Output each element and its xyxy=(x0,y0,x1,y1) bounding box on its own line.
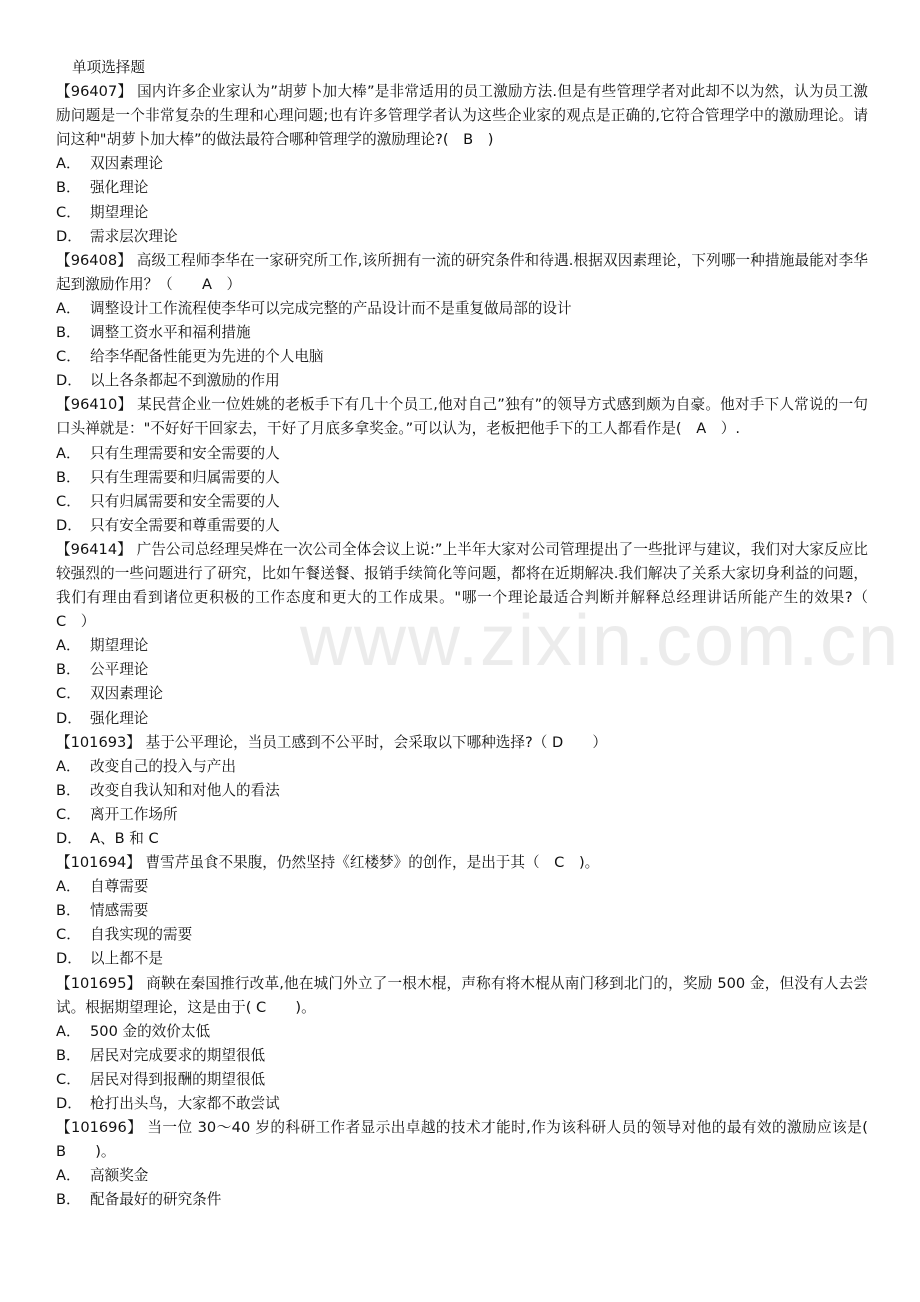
option-b xyxy=(56,466,868,490)
option-text: 居民对完成要求的期望很低 xyxy=(90,1046,266,1064)
option-d xyxy=(56,369,868,393)
option-c xyxy=(56,201,868,225)
option-text: A、B 和 C xyxy=(90,830,159,847)
option-text: 只有生理需要和安全需要的人 xyxy=(90,444,280,462)
option-letter: C． xyxy=(56,492,81,510)
option-b xyxy=(56,1188,868,1212)
question-text: 【96410】 某民营企业一位姓姚的老板手下有几十个员工,他对自己”独有”的领导方式感到颇为自豪。他对手下人常说的一句口头禅就是："不好好干回家去，干好了月底多拿奖金。”可以认为，老板把他手下的工人都看作是( A ）. xyxy=(56,396,868,438)
option-letter: D． xyxy=(56,1095,82,1113)
option-a xyxy=(56,1164,868,1188)
option-c xyxy=(56,923,868,947)
question-block xyxy=(56,249,868,394)
option-a xyxy=(56,297,868,321)
option-d xyxy=(56,1092,868,1116)
option-b xyxy=(56,899,868,923)
option-text: 公平理论 xyxy=(90,661,149,679)
option-letter: D． xyxy=(56,709,82,727)
question-block xyxy=(56,393,868,538)
option-text: 双因素理论 xyxy=(90,155,163,173)
option-letter: D． xyxy=(56,830,82,847)
question-block xyxy=(56,80,868,249)
option-text: 居民对得到报酬的期望很低 xyxy=(90,1070,266,1088)
question-block xyxy=(56,851,868,971)
option-text: 只有安全需要和尊重需要的人 xyxy=(90,516,280,534)
question-text: 【96408】 高级工程师李华在一家研究所工作,该所拥有一流的研究条件和待遇.根据双因素理论，下列哪一种措施最能对李华起到激励作用？（ A ） xyxy=(56,251,868,293)
option-text: 只有生理需要和归属需要的人 xyxy=(90,468,280,486)
option-text: 改变自己的投入与产出 xyxy=(90,757,236,775)
option-letter: B． xyxy=(56,468,81,486)
option-letter: A． xyxy=(56,1167,81,1185)
option-letter: B． xyxy=(56,1046,81,1064)
option-letter: B． xyxy=(56,661,81,679)
option-text: 双因素理论 xyxy=(90,685,163,703)
option-text: 500 金的效价太低 xyxy=(90,1022,211,1040)
option-text: 给李华配备性能更为先进的个人电脑 xyxy=(90,348,324,366)
option-text: 以上各条都起不到激励的作用 xyxy=(90,372,280,390)
option-d xyxy=(56,827,868,851)
option-text: 只有归属需要和安全需要的人 xyxy=(90,492,280,510)
option-c xyxy=(56,345,868,369)
option-d xyxy=(56,225,868,249)
option-letter: A． xyxy=(56,299,81,317)
option-letter: A． xyxy=(56,878,81,896)
option-letter: A． xyxy=(56,757,81,775)
option-letter: C． xyxy=(56,348,81,366)
option-text: 调整设计工作流程使李华可以完成完整的产品设计而不是重复做局部的设计 xyxy=(90,299,572,317)
question-text: 【96414】 广告公司总经理吴烨在一次公司全体会议上说:”上半年大家对公司管理提出了一些批评与建议，我们对大家反应比较强烈的一些问题进行了研究，比如午餐送餐、报销手续简化等问题，都将在近期解决.我们解决了关系大家切身利益的问题，我们有理由看到诸位更积极的工作态度和更大的工作成果。"哪一个理论最适合判断并解释总经理讲话所能产生的效果?（ C ） xyxy=(56,540,883,631)
option-c xyxy=(56,682,868,706)
question-text: 【101694】 曹雪芹虽食不果腹，仍然坚持《红楼梦》的创作，是出于其（ C )。 xyxy=(56,854,600,872)
option-a xyxy=(56,634,868,658)
option-d xyxy=(56,707,868,731)
option-b xyxy=(56,1044,868,1068)
option-c xyxy=(56,1068,868,1092)
option-text: 高额奖金 xyxy=(90,1167,149,1185)
option-text: 情感需要 xyxy=(90,902,149,920)
question-text: 【101695】 商鞅在秦国推行改革,他在城门外立了一根木棍，声称有将木棍从南门移到北门的，奖励 500 金，但没有人去尝试。根据期望理论，这是由于( C )。 xyxy=(56,974,868,1016)
option-a xyxy=(56,152,868,176)
option-letter: B． xyxy=(56,324,81,342)
option-d xyxy=(56,514,868,538)
option-letter: B． xyxy=(56,781,81,799)
option-c xyxy=(56,803,868,827)
question-block xyxy=(56,972,868,1117)
option-text: 需求层次理论 xyxy=(90,227,178,245)
question-text: 【101693】 基于公平理论，当员工感到不公平时，会采取以下哪种选择?（ D ） xyxy=(56,733,607,751)
option-letter: B． xyxy=(56,179,81,197)
section-heading: 单项选择题 xyxy=(72,59,145,76)
option-text: 改变自我认知和对他人的看法 xyxy=(90,781,280,799)
question-text: 【101696】 当一位 30～40 岁的科研工作者显示出卓越的技术才能时,作为该科研人员的领导对他的最有效的激励应该是( B )。 xyxy=(56,1119,868,1161)
option-letter: D． xyxy=(56,372,82,390)
option-letter: B． xyxy=(56,902,81,920)
document-page xyxy=(56,56,883,1213)
option-letter: A． xyxy=(56,637,81,655)
option-c xyxy=(56,490,868,514)
question-block xyxy=(56,538,883,731)
option-text: 配备最好的研究条件 xyxy=(90,1191,222,1209)
option-letter: C． xyxy=(56,805,81,823)
option-letter: C． xyxy=(56,203,81,221)
option-b xyxy=(56,779,868,803)
option-letter: C． xyxy=(56,1070,81,1088)
option-letter: A． xyxy=(56,155,81,173)
option-text: 调整工资水平和福利措施 xyxy=(90,324,251,342)
option-b xyxy=(56,321,868,345)
option-text: 以上都不是 xyxy=(90,950,163,968)
option-letter: B． xyxy=(56,1191,81,1209)
option-text: 强化理论 xyxy=(90,709,149,727)
option-text: 强化理论 xyxy=(90,179,149,197)
option-text: 枪打出头鸟，大家都不敢尝试 xyxy=(90,1095,280,1113)
option-b xyxy=(56,176,868,200)
option-text: 自我实现的需要 xyxy=(90,926,193,944)
option-letter: C． xyxy=(56,685,81,703)
watermark-text: www.zixin.com.cn xyxy=(300,601,901,681)
option-letter: A． xyxy=(56,444,81,462)
option-a xyxy=(56,755,868,779)
option-letter: D． xyxy=(56,516,82,534)
option-letter: A． xyxy=(56,1022,81,1040)
option-letter: D． xyxy=(56,950,82,968)
option-letter: C． xyxy=(56,926,81,944)
question-block xyxy=(56,731,868,851)
option-text: 期望理论 xyxy=(90,203,149,221)
option-text: 期望理论 xyxy=(90,637,149,655)
option-b xyxy=(56,658,868,682)
option-a xyxy=(56,442,868,466)
option-a xyxy=(56,875,868,899)
option-text: 离开工作场所 xyxy=(90,805,178,823)
option-letter: D． xyxy=(56,227,82,245)
question-block xyxy=(56,1116,868,1212)
option-text: 自尊需要 xyxy=(90,878,149,896)
option-d xyxy=(56,947,868,971)
question-text: 【96407】 国内许多企业家认为”胡萝卜加大棒”是非常适用的员工激励方法.但是有些管理学者对此却不以为然，认为员工激励问题是一个非常复杂的生理和心理问题;也有许多管理学者认为这些企业家的观点是正确的,它符合管理学中的激励理论。请问这种"胡萝卜加大棒”的做法最符合哪种管理学的激励理论?( B ) xyxy=(56,83,868,149)
option-a xyxy=(56,1020,868,1044)
